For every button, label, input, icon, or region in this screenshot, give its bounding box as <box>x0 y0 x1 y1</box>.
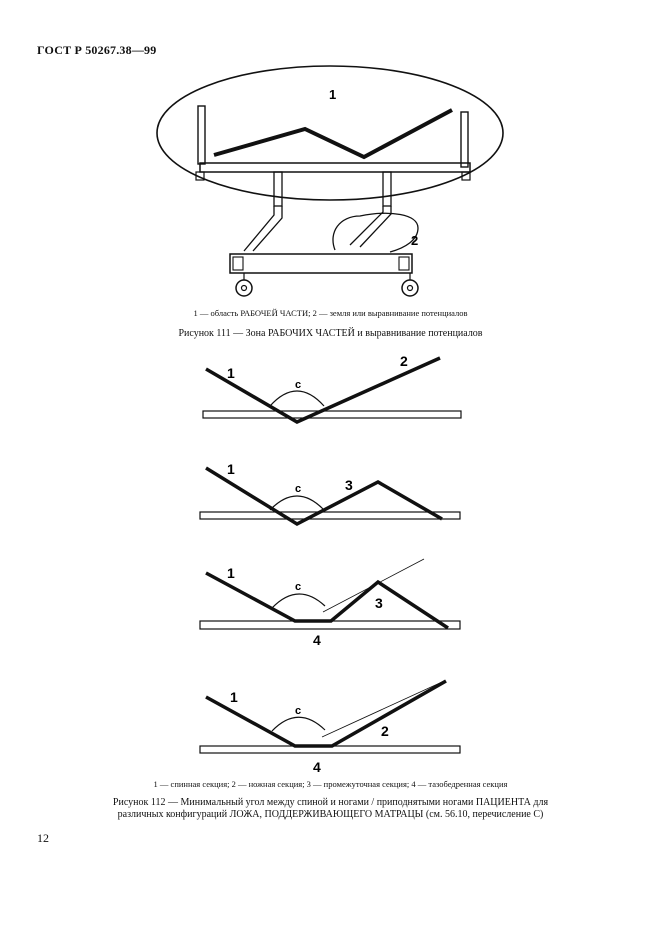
angle-arc-3 <box>272 594 325 608</box>
d4-label-c: c <box>295 705 302 717</box>
page-number: 12 <box>37 831 49 845</box>
figure-111-caption: Рисунок 111 — Зона РАБОЧИХ ЧАСТЕЙ и выравнивание потенциалов <box>178 328 483 339</box>
label-1: 1 <box>329 87 337 102</box>
figure-112-caption-line-2: различных конфигураций ЛОЖА, ПОДДЕРЖИВАЮЩЕГО МАТРАЦЫ (см. 56.10, перечисление С) <box>117 809 544 820</box>
figure-112-caption-line-1: Рисунок 112 — Минимальный угол между спиной и ногами / приподнятыми ногами ПАЦИЕНТА для <box>112 797 549 808</box>
d2-label-c: c <box>295 483 302 495</box>
d2-label-1: 1 <box>227 461 235 477</box>
figure-112-legend: 1 — спинная секция; 2 — ножная секция; 3 — промежуточная секция; 4 — тазобедренная секция <box>153 779 508 789</box>
d2-label-3: 3 <box>345 477 353 493</box>
bed-base-2 <box>200 512 460 519</box>
d3-label-3: 3 <box>375 595 383 611</box>
angle-arc-4 <box>272 717 325 731</box>
d1-label-1: 1 <box>227 365 235 381</box>
figure-111-legend: 1 — область РАБОЧЕЙ ЧАСТИ; 2 — земля или выравнивание потенциалов <box>193 308 468 318</box>
d3-label-c: c <box>295 581 302 593</box>
sections-3 <box>206 573 448 628</box>
document-header: ГОСТ Р 50267.38—99 <box>37 43 157 57</box>
d4-label-4: 4 <box>313 759 321 775</box>
d4-label-1: 1 <box>230 689 238 705</box>
angle-arc-2 <box>270 496 324 510</box>
sections-4 <box>206 681 446 746</box>
d3-label-1: 1 <box>227 565 235 581</box>
d3-label-4: 4 <box>313 632 321 648</box>
d4-label-2: 2 <box>381 723 389 739</box>
angle-arc-1 <box>270 391 324 406</box>
sections-2 <box>206 468 442 524</box>
bed-base-1 <box>203 411 461 418</box>
d1-label-c: c <box>295 379 302 391</box>
label-2: 2 <box>411 233 419 248</box>
d1-label-2: 2 <box>400 353 408 369</box>
